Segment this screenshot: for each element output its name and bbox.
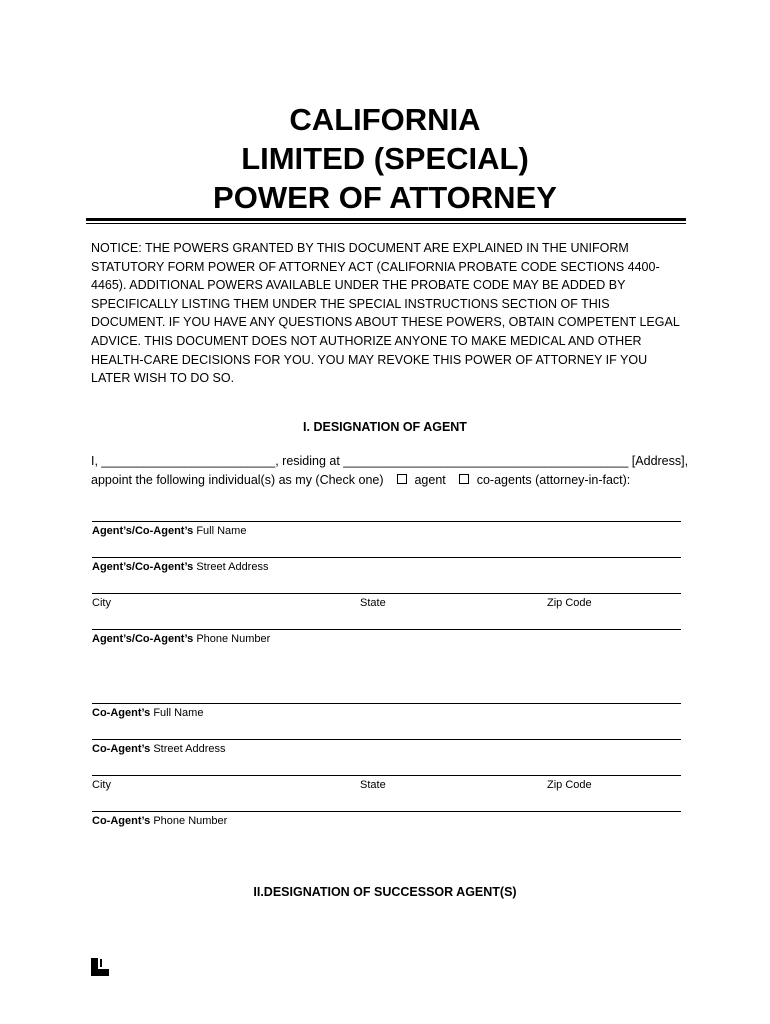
designation-line-2-prefix: appoint the following individual(s) as my (Check one) [91, 473, 384, 487]
section-2-title: II.DESIGNATION OF SUCCESSOR AGENT(S) [253, 885, 517, 899]
agent-street-line[interactable] [92, 557, 681, 558]
agent-full-name-line[interactable] [92, 521, 681, 522]
notice-paragraph: NOTICE: THE POWERS GRANTED BY THIS DOCUMENT ARE EXPLAINED IN THE UNIFORM STATUTORY FORM POWER OF ATTORNEY ACT (CALIFORNIA PROBATE CODE SECTIONS 4400-4465). ADDITIONAL POWERS AVAILABLE UNDER THE PROBATE CODE MAY BE ADDED BY SPECIFICALLY LISTING THEM UNDER THE SPECIAL INSTRUCTIONS SECTION OF THIS DOCUMENT. IF YOU HAVE ANY QUESTIONS ABOUT THESE POWERS, OBTAIN COMPETENT LEGAL ADVICE. THIS DOCUMENT DOES NOT AUTHORIZE ANYONE TO MAKE MEDICAL AND OTHER HEALTH-CARE DECISIONS FOR YOU. YOU MAY REVOKE THIS POWER OF ATTORNEY IF YOU LATER WISH TO DO SO. [91, 241, 680, 386]
coagent-phone-label: Co-Agent’s Phone Number [92, 815, 228, 827]
agent-state-label: State [360, 597, 386, 609]
coagent-state-label: State [360, 779, 386, 791]
title-line-3: POWER OF ATTORNEY [213, 180, 557, 215]
title-rule-thick [86, 218, 686, 221]
title-line-2: LIMITED (SPECIAL) [241, 141, 529, 176]
agent-option-label: agent [414, 473, 446, 487]
coagent-street-label: Co-Agent’s Street Address [92, 743, 226, 755]
coagents-checkbox[interactable] [459, 474, 469, 484]
title-rule-thin [86, 223, 686, 224]
designation-line-2 [91, 473, 630, 487]
coagent-city-state-zip-line[interactable] [92, 775, 681, 776]
agent-phone-label: Agent’s/Co-Agent’s Phone Number [92, 633, 271, 645]
agent-checkbox[interactable] [397, 474, 407, 484]
section-1-title: I. DESIGNATION OF AGENT [303, 420, 467, 434]
agent-street-label: Agent’s/Co-Agent’s Street Address [92, 561, 269, 573]
agent-city-state-zip-line[interactable] [92, 593, 681, 594]
agent-city-label: City [92, 597, 111, 609]
document-logo-icon [91, 958, 109, 976]
coagent-phone-line[interactable] [92, 811, 681, 812]
agent-zip-label: Zip Code [547, 597, 592, 609]
agent-phone-line[interactable] [92, 629, 681, 630]
coagent-zip-label: Zip Code [547, 779, 592, 791]
coagent-street-line[interactable] [92, 739, 681, 740]
agent-full-name-label: Agent’s/Co-Agent’s Full Name [92, 525, 247, 537]
coagent-city-label: City [92, 779, 111, 791]
document-title [0, 100, 770, 217]
coagent-full-name-label: Co-Agent’s Full Name [92, 707, 204, 719]
designation-line-1: I, _________________________, residing at _________________________________________ [Address], [91, 454, 689, 468]
coagents-option-label: co-agents (attorney-in-fact): [476, 473, 631, 487]
coagent-full-name-line[interactable] [92, 703, 681, 704]
title-line-1: CALIFORNIA [289, 102, 481, 137]
